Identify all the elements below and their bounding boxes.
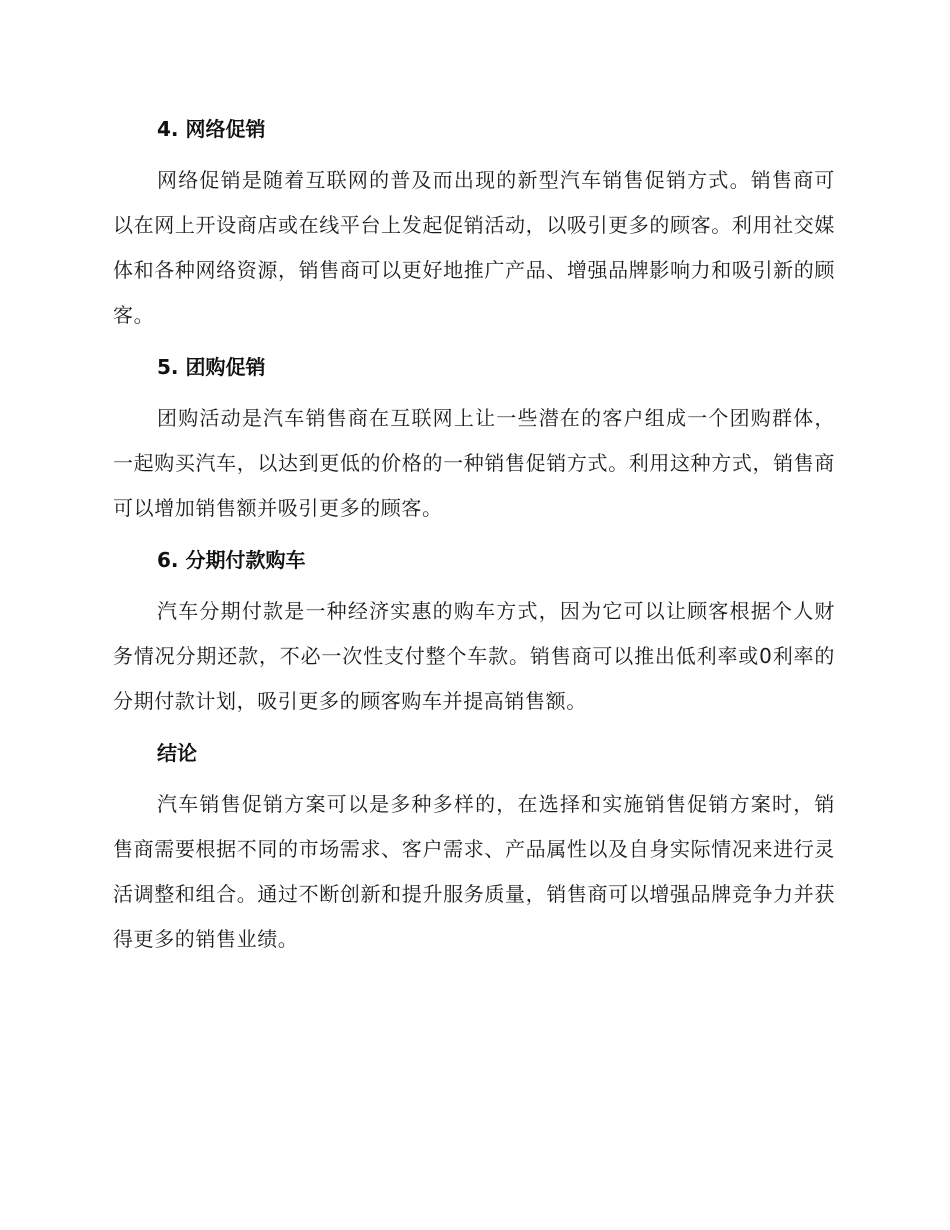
section-paragraph-group-buying: 团购活动是汽车销售商在互联网上让一些潜在的客户组成一个团购群体，一起购买汽车，以达到更低的价格的一种销售促销方式。利用这种方式，销售商可以增加销售额并吸引更多的顾客。 [113, 406, 835, 520]
section-paragraph-conclusion: 汽车销售促销方案可以是多种多样的，在选择和实施销售促销方案时，销售商需要根据不同的市场需求、客户需求、产品属性以及自身实际情况来进行灵活调整和组合。通过不断创新和提升服务质量，销售商可以增强品牌竞争力并获得更多的销售业绩。 [113, 792, 835, 951]
section-heading-conclusion: 结论 [157, 741, 197, 765]
section-paragraph-online-promotion: 网络促销是随着互联网的普及而出现的新型汽车销售促销方式。销售商可以在网上开设商店或在线平台上发起促销活动，以吸引更多的顾客。利用社交媒体和各种网络资源，销售商可以更好地推广产品、增强品牌影响力和吸引新的顾客。 [113, 168, 835, 327]
document-body [113, 112, 835, 974]
section-heading-group-buying: 5. 团购促销 [157, 355, 266, 379]
section-heading-installment: 6. 分期付款购车 [157, 548, 306, 572]
section-heading-online-promotion: 4. 网络促销 [157, 117, 266, 141]
section-paragraph-installment: 汽车分期付款是一种经济实惠的购车方式，因为它可以让顾客根据个人财务情况分期还款，不必一次性支付整个车款。销售商可以推出低利率或0利率的分期付款计划，吸引更多的顾客购车并提高销售额。 [113, 599, 835, 713]
